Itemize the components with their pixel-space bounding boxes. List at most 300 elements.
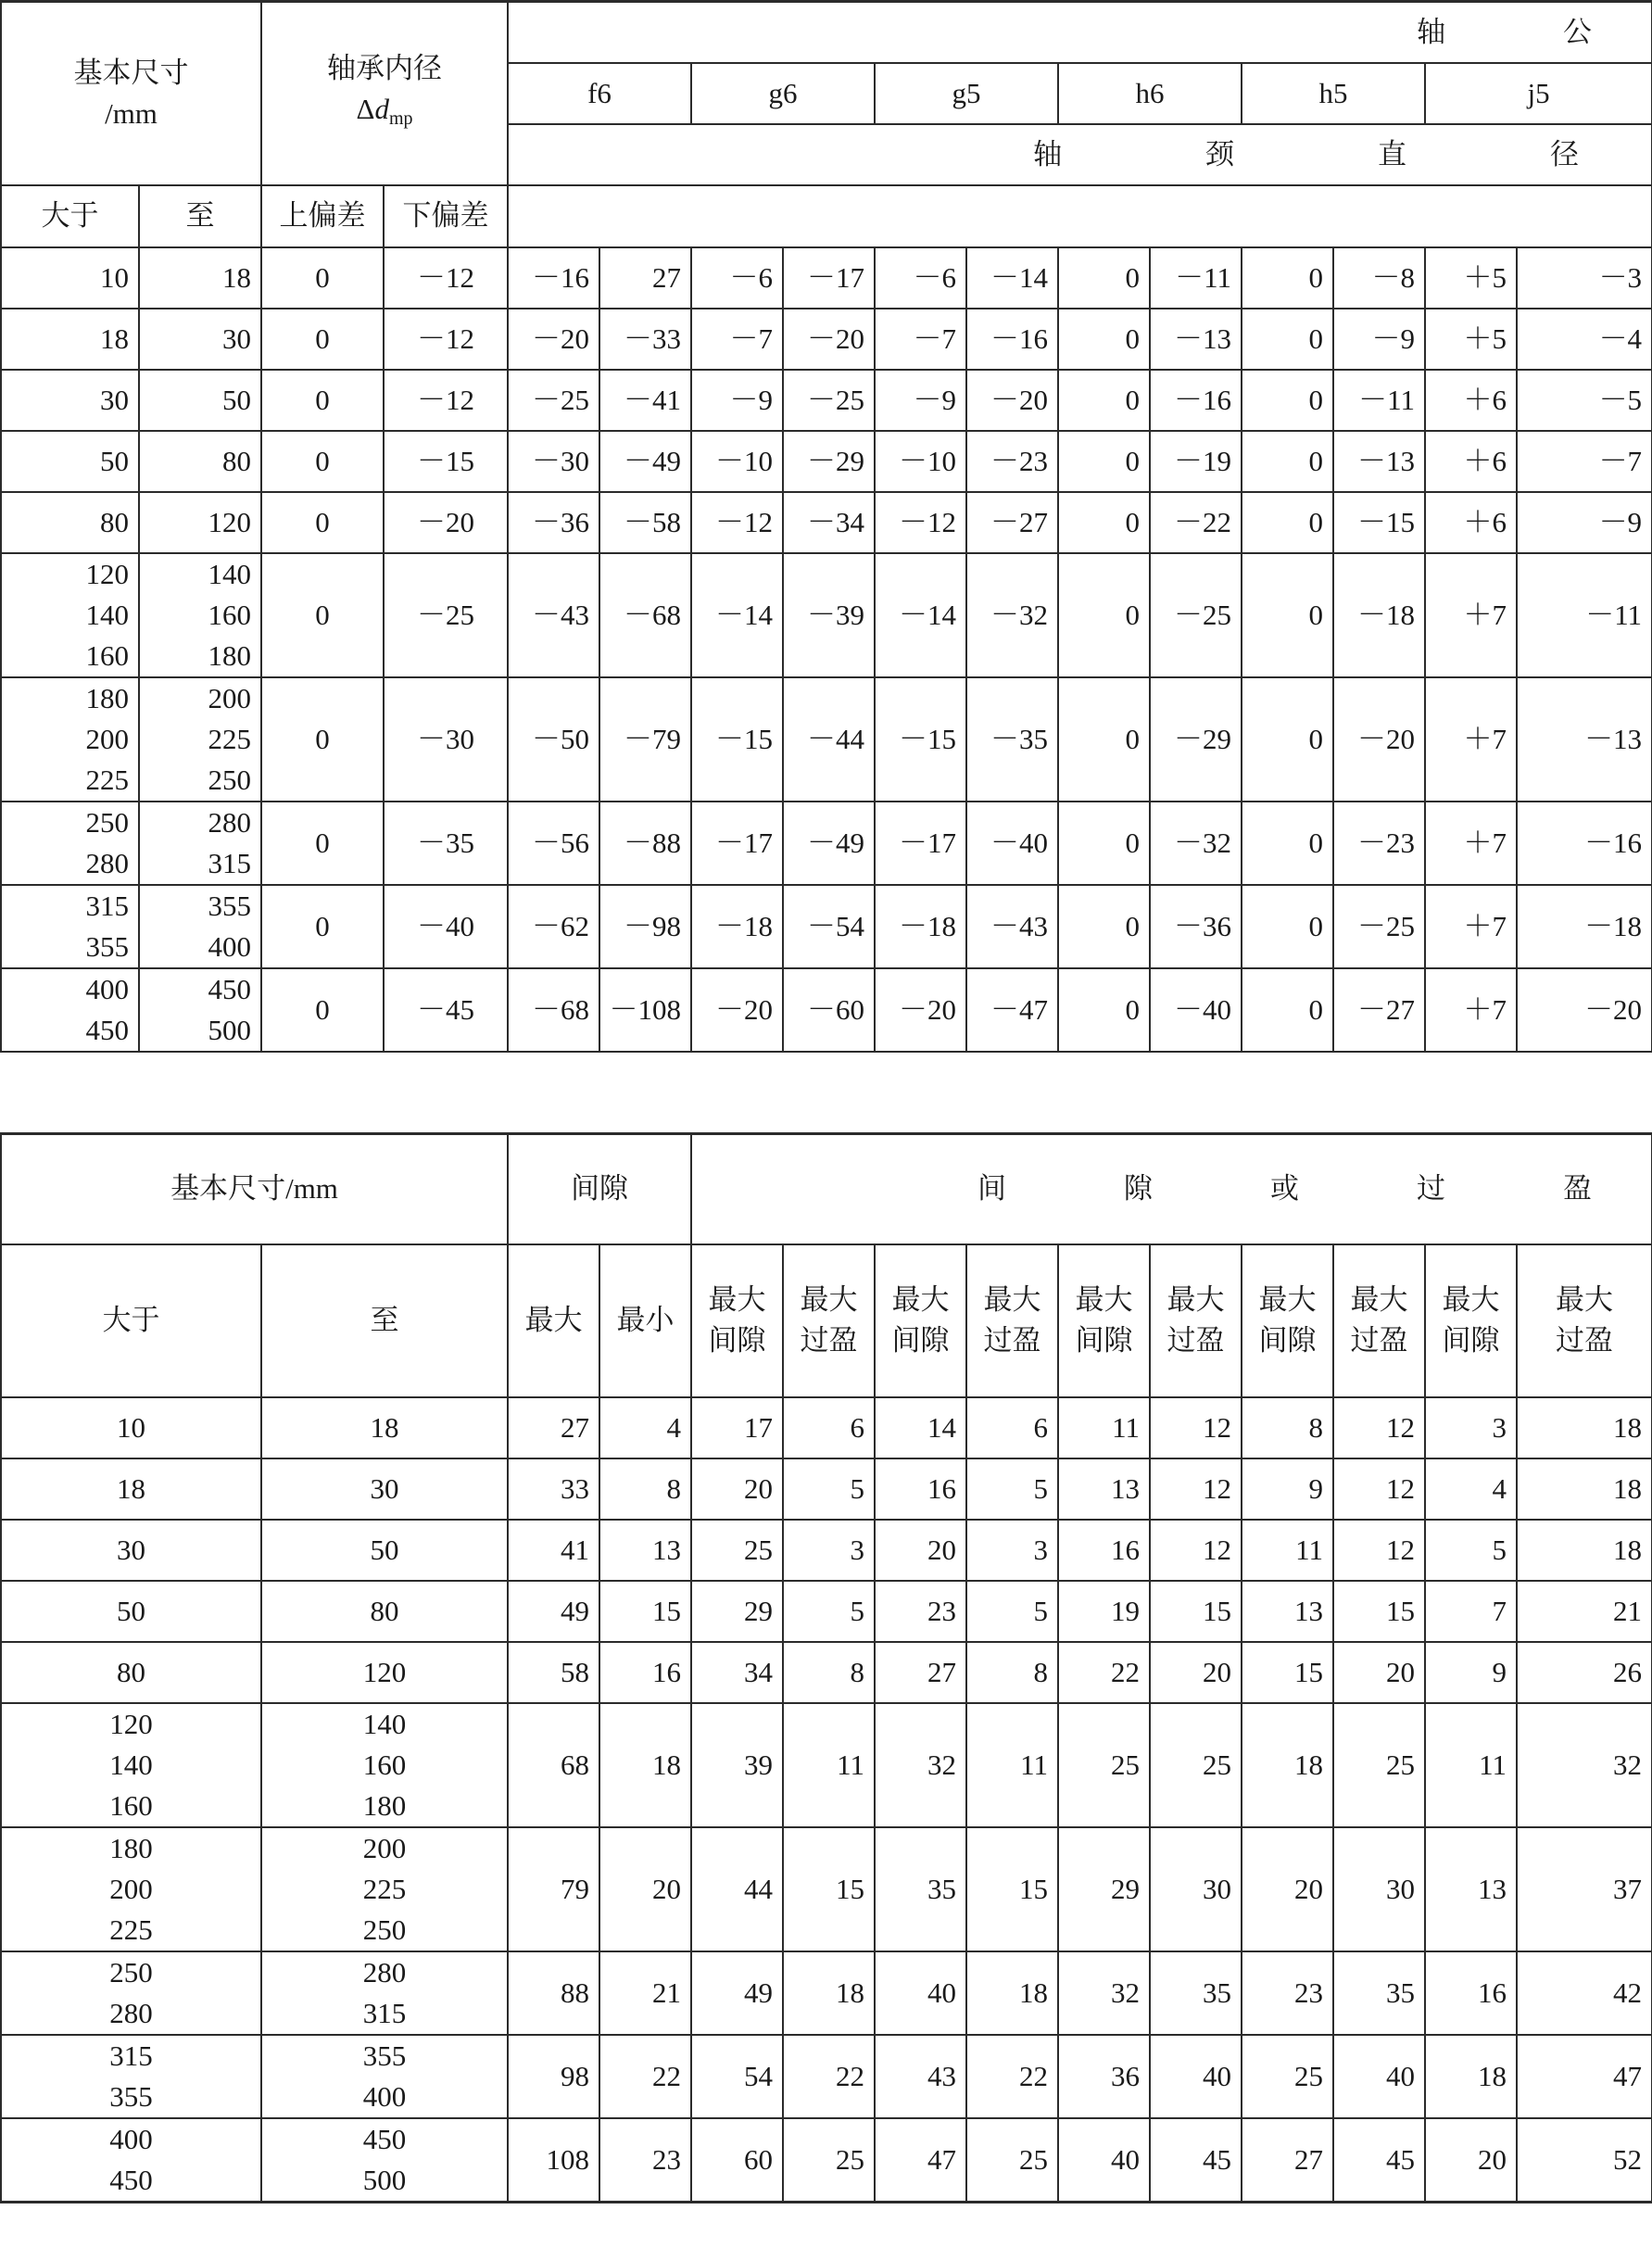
value-cell: 33	[508, 1458, 599, 1520]
table-row	[1, 1397, 1652, 1458]
value-cell: 15	[599, 1581, 691, 1642]
value-cell: －7	[691, 309, 783, 370]
value-cell: 0	[1242, 309, 1333, 370]
value-cell: －18	[691, 885, 783, 968]
value-cell: －9	[691, 370, 783, 431]
value-cell: 18	[1517, 1458, 1652, 1520]
max-interference-header: 最大过盈	[1517, 1244, 1652, 1397]
value-cell: －62	[508, 885, 599, 968]
size-to-line: 140	[362, 1707, 407, 1740]
value-cell: －25	[508, 370, 599, 431]
value-cell: 0	[1242, 968, 1333, 1052]
value-cell: －56	[508, 802, 599, 885]
size-from-line: 140	[109, 1748, 153, 1781]
value-cell: －98	[599, 885, 691, 968]
value-cell: 0	[1058, 553, 1150, 677]
size-from	[1, 370, 139, 431]
value-cell: ＋7	[1425, 677, 1517, 802]
value-cell: 32	[1058, 1951, 1150, 2035]
top-table-body	[1, 247, 1652, 1052]
size-to	[261, 1458, 508, 1520]
shaft-tolerance-header: 轴 公	[508, 2, 1652, 63]
size-to	[139, 431, 261, 492]
max-interference-header: 最大过盈	[783, 1244, 875, 1397]
value-cell: －108	[599, 968, 691, 1052]
value-cell: 8	[1242, 1397, 1333, 1458]
value-cell: －23	[966, 431, 1058, 492]
value-cell: －10	[875, 431, 966, 492]
size-from-line: 450	[109, 2163, 153, 2196]
value-cell: 20	[599, 1827, 691, 1951]
value-cell: 5	[966, 1581, 1058, 1642]
value-cell: －27	[1333, 968, 1425, 1052]
value-cell: 20	[875, 1520, 966, 1581]
value-cell: 29	[691, 1581, 783, 1642]
value-cell: －35	[966, 677, 1058, 802]
size-from	[1, 492, 139, 553]
max-clearance-header: 最大间隙	[1058, 1244, 1150, 1397]
value-cell: 0	[261, 370, 384, 431]
size-from	[1, 431, 139, 492]
value-cell: －27	[966, 492, 1058, 553]
size-from	[1, 553, 139, 677]
value-cell: 27	[1242, 2118, 1333, 2203]
value-cell: －30	[508, 431, 599, 492]
value-cell: －15	[691, 677, 783, 802]
value-cell: 39	[691, 1703, 783, 1827]
value-cell: 3	[966, 1520, 1058, 1581]
basic-size-label: 基本尺寸	[73, 56, 189, 89]
value-cell: －14	[691, 553, 783, 677]
table-row	[1, 885, 1652, 968]
table-row	[1, 677, 1652, 802]
size-to-line: 18	[370, 1410, 399, 1444]
value-cell: －20	[783, 309, 875, 370]
value-cell: 0	[261, 802, 384, 885]
size-to	[261, 2035, 508, 2118]
value-cell: －18	[1517, 885, 1652, 968]
size-from-line: 200	[109, 1872, 153, 1905]
size-from	[1, 1642, 261, 1703]
value-cell: －19	[1150, 431, 1242, 492]
value-cell: －9	[1333, 309, 1425, 370]
value-cell: 0	[1058, 677, 1150, 802]
value-cell: 49	[691, 1951, 783, 2035]
value-cell: 19	[1058, 1581, 1150, 1642]
value-cell: 12	[1150, 1458, 1242, 1520]
table-row	[1, 247, 1652, 309]
value-cell: －43	[966, 885, 1058, 968]
size-to-line: 225	[362, 1872, 407, 1905]
size-from-line: 280	[109, 1996, 153, 2029]
value-cell: 98	[508, 2035, 599, 2118]
size-to-line: 180	[362, 1788, 407, 1822]
table-row	[1, 553, 1652, 677]
size-from	[1, 1458, 261, 1520]
value-cell: －88	[599, 802, 691, 885]
value-cell: 25	[1333, 1703, 1425, 1827]
value-cell: 35	[1150, 1951, 1242, 2035]
value-cell: 12	[1333, 1458, 1425, 1520]
size-to-line: 200	[362, 1831, 407, 1864]
value-cell: －20	[691, 968, 783, 1052]
value-cell: 30	[1150, 1827, 1242, 1951]
value-cell: 0	[1242, 431, 1333, 492]
size-from	[1, 968, 139, 1052]
value-cell: 11	[783, 1703, 875, 1827]
value-cell: －12	[691, 492, 783, 553]
value-cell: －3	[1517, 247, 1652, 309]
value-cell: －7	[1517, 431, 1652, 492]
max-clearance-header: 最大间隙	[1425, 1244, 1517, 1397]
table-row	[1, 2118, 1652, 2203]
size-from-line: 80	[100, 505, 129, 538]
size-to-line: 400	[208, 929, 251, 963]
value-cell: －41	[599, 370, 691, 431]
journal-diameter-header: 轴 颈 直 径	[508, 124, 1652, 185]
bottom-table-body	[1, 1397, 1652, 2203]
size-to-line: 80	[222, 444, 251, 477]
value-cell: －20	[384, 492, 508, 553]
value-cell: 20	[1242, 1827, 1333, 1951]
value-cell: 0	[1242, 553, 1333, 677]
size-to	[261, 1951, 508, 2035]
value-cell: 7	[1425, 1581, 1517, 1642]
value-cell: 40	[875, 1951, 966, 2035]
fit-clearance-table	[0, 1132, 1652, 2203]
value-cell: ＋7	[1425, 968, 1517, 1052]
size-from	[1, 1520, 261, 1581]
table-row	[1, 492, 1652, 553]
value-cell: 0	[1242, 885, 1333, 968]
value-cell: －40	[384, 885, 508, 968]
value-cell: －40	[966, 802, 1058, 885]
size-from-line: 180	[85, 681, 129, 714]
value-cell: 68	[508, 1703, 599, 1827]
min-header: 最小	[599, 1244, 691, 1397]
value-cell: 22	[966, 2035, 1058, 2118]
size-to-line: 355	[362, 2039, 407, 2072]
value-cell: 20	[1425, 2118, 1517, 2203]
value-cell: 3	[1425, 1397, 1517, 1458]
value-cell: 14	[875, 1397, 966, 1458]
size-from	[1, 677, 139, 802]
size-from	[1, 2035, 261, 2118]
value-cell: 21	[599, 1951, 691, 2035]
value-cell: －30	[384, 677, 508, 802]
value-cell: 29	[1058, 1827, 1150, 1951]
value-cell: －44	[783, 677, 875, 802]
clearance-or-interference-header: 间 隙 或 过 盈	[691, 1134, 1652, 1244]
value-cell: 22	[599, 2035, 691, 2118]
value-cell: 12	[1150, 1397, 1242, 1458]
value-cell: 40	[1058, 2118, 1150, 2203]
value-cell: 58	[508, 1642, 599, 1703]
value-cell: －15	[875, 677, 966, 802]
value-cell: －36	[508, 492, 599, 553]
size-to-line: 140	[208, 557, 251, 590]
size-from	[1, 1827, 261, 1951]
size-from-line: 400	[85, 972, 129, 1005]
shaft-tolerance-table	[0, 0, 1652, 1053]
value-cell: －15	[1333, 492, 1425, 553]
value-cell: 25	[1058, 1703, 1150, 1827]
value-cell: 15	[966, 1827, 1058, 1951]
size-from	[1, 309, 139, 370]
size-to	[139, 677, 261, 802]
size-to	[139, 802, 261, 885]
size-from-line: 225	[85, 763, 129, 796]
value-cell: 8	[783, 1642, 875, 1703]
size-to	[261, 1642, 508, 1703]
size-from-line: 355	[85, 929, 129, 963]
max-interference-header: 最大过盈	[966, 1244, 1058, 1397]
value-cell: －17	[875, 802, 966, 885]
value-cell: 17	[691, 1397, 783, 1458]
value-cell: 11	[1242, 1520, 1333, 1581]
size-to-line: 450	[208, 972, 251, 1005]
size-to-line: 315	[208, 846, 251, 879]
value-cell: 34	[691, 1642, 783, 1703]
value-cell: 16	[875, 1458, 966, 1520]
value-cell: －10	[691, 431, 783, 492]
size-from	[1, 1581, 261, 1642]
empty-header-cell	[508, 185, 1652, 247]
value-cell: 21	[1517, 1581, 1652, 1642]
value-cell: 6	[783, 1397, 875, 1458]
value-cell: －47	[966, 968, 1058, 1052]
value-cell: －49	[783, 802, 875, 885]
size-to-line: 50	[370, 1533, 399, 1566]
size-to	[261, 1581, 508, 1642]
bore-label: 轴承内径	[327, 51, 442, 84]
table-row	[1, 802, 1652, 885]
value-cell: 0	[1058, 247, 1150, 309]
grade-h5: h5	[1242, 63, 1425, 124]
value-cell: －45	[384, 968, 508, 1052]
value-cell: 5	[783, 1458, 875, 1520]
value-cell: 9	[1425, 1642, 1517, 1703]
value-cell: －12	[875, 492, 966, 553]
value-cell: 0	[1058, 492, 1150, 553]
value-cell: －20	[1517, 968, 1652, 1052]
value-cell: 0	[261, 968, 384, 1052]
table-row	[1, 1703, 1652, 1827]
value-cell: －40	[1150, 968, 1242, 1052]
size-to	[139, 885, 261, 968]
value-cell: －7	[875, 309, 966, 370]
value-cell: 32	[1517, 1703, 1652, 1827]
value-cell: 0	[1058, 431, 1150, 492]
value-cell: 20	[1150, 1642, 1242, 1703]
size-to	[261, 1397, 508, 1458]
value-cell: 13	[599, 1520, 691, 1581]
value-cell: 12	[1333, 1520, 1425, 1581]
value-cell: 6	[966, 1397, 1058, 1458]
value-cell: －16	[1517, 802, 1652, 885]
value-cell: 15	[1150, 1581, 1242, 1642]
size-to	[139, 553, 261, 677]
size-from-line: 225	[109, 1913, 153, 1946]
size-to-line: 200	[208, 681, 251, 714]
value-cell: －16	[1150, 370, 1242, 431]
value-cell: 27	[875, 1642, 966, 1703]
size-to-line: 18	[222, 260, 251, 294]
value-cell: 40	[1333, 2035, 1425, 2118]
value-cell: 0	[261, 309, 384, 370]
value-cell: －49	[599, 431, 691, 492]
value-cell: －6	[875, 247, 966, 309]
value-cell: －11	[1333, 370, 1425, 431]
value-cell: 26	[1517, 1642, 1652, 1703]
size-from	[1, 247, 139, 309]
value-cell: 27	[508, 1397, 599, 1458]
size-to-line: 50	[222, 383, 251, 416]
from-header: 大于	[1, 185, 139, 247]
value-cell: 13	[1058, 1458, 1150, 1520]
basic-size-header-2: 基本尺寸/mm	[1, 1134, 508, 1244]
value-cell: －50	[508, 677, 599, 802]
size-from-line: 120	[109, 1707, 153, 1740]
value-cell: 15	[1242, 1642, 1333, 1703]
value-cell: 22	[1058, 1642, 1150, 1703]
value-cell: 45	[1333, 2118, 1425, 2203]
value-cell: 41	[508, 1520, 599, 1581]
value-cell: －6	[691, 247, 783, 309]
lower-dev-header: 下偏差	[384, 185, 508, 247]
size-from	[1, 885, 139, 968]
size-to-line: 120	[208, 505, 251, 538]
value-cell: 3	[783, 1520, 875, 1581]
value-cell: －12	[384, 309, 508, 370]
size-to-line: 450	[362, 2122, 407, 2155]
value-cell: ＋7	[1425, 553, 1517, 677]
value-cell: －13	[1517, 677, 1652, 802]
value-cell: －32	[1150, 802, 1242, 885]
size-from-line: 30	[100, 383, 129, 416]
value-cell: －23	[1333, 802, 1425, 885]
size-to	[261, 1827, 508, 1951]
value-cell: 108	[508, 2118, 599, 2203]
value-cell: 23	[875, 1581, 966, 1642]
grade-h6: h6	[1058, 63, 1242, 124]
value-cell: 20	[1333, 1642, 1425, 1703]
size-from-line: 50	[117, 1594, 145, 1627]
value-cell: 49	[508, 1581, 599, 1642]
size-to	[139, 968, 261, 1052]
value-cell: －9	[875, 370, 966, 431]
value-cell: 25	[966, 2118, 1058, 2203]
value-cell: 52	[1517, 2118, 1652, 2203]
value-cell: 35	[875, 1827, 966, 1951]
value-cell: 0	[261, 553, 384, 677]
value-cell: －22	[1150, 492, 1242, 553]
size-from-line: 120	[85, 557, 129, 590]
value-cell: 0	[1242, 247, 1333, 309]
value-cell: 18	[783, 1951, 875, 2035]
size-to	[261, 1520, 508, 1581]
value-cell: 0	[1242, 492, 1333, 553]
value-cell: －20	[875, 968, 966, 1052]
value-cell: －25	[1333, 885, 1425, 968]
value-cell: 0	[1242, 802, 1333, 885]
value-cell: 44	[691, 1827, 783, 1951]
size-from-line: 160	[109, 1788, 153, 1822]
value-cell: －29	[1150, 677, 1242, 802]
value-cell: 43	[875, 2035, 966, 2118]
value-cell: －20	[508, 309, 599, 370]
size-from-line: 355	[109, 2079, 153, 2113]
size-from-line: 30	[117, 1533, 145, 1566]
value-cell: 16	[1425, 1951, 1517, 2035]
value-cell: 0	[261, 677, 384, 802]
size-to-line: 30	[222, 322, 251, 355]
value-cell: 54	[691, 2035, 783, 2118]
value-cell: 32	[875, 1703, 966, 1827]
from-header-2: 大于	[1, 1244, 261, 1397]
value-cell: 22	[783, 2035, 875, 2118]
table-row	[1, 1827, 1652, 1951]
value-cell: 47	[1517, 2035, 1652, 2118]
value-cell: －17	[783, 247, 875, 309]
size-to	[139, 492, 261, 553]
value-cell: －34	[783, 492, 875, 553]
value-cell: －36	[1150, 885, 1242, 968]
table-row	[1, 431, 1652, 492]
value-cell: ＋6	[1425, 370, 1517, 431]
clearance-header: 间隙	[508, 1134, 691, 1244]
value-cell: 13	[1242, 1581, 1333, 1642]
value-cell: －25	[783, 370, 875, 431]
value-cell: －32	[966, 553, 1058, 677]
value-cell: 25	[783, 2118, 875, 2203]
value-cell: －8	[1333, 247, 1425, 309]
value-cell: 79	[508, 1827, 599, 1951]
value-cell: ＋5	[1425, 247, 1517, 309]
max-interference-header: 最大过盈	[1333, 1244, 1425, 1397]
value-cell: －79	[599, 677, 691, 802]
upper-dev-header: 上偏差	[261, 185, 384, 247]
bore-header	[261, 2, 508, 185]
value-cell: －43	[508, 553, 599, 677]
value-cell: －68	[599, 553, 691, 677]
size-from-line: 315	[109, 2039, 153, 2072]
table-row	[1, 2035, 1652, 2118]
value-cell: 37	[1517, 1827, 1652, 1951]
value-cell: －18	[1333, 553, 1425, 677]
value-cell: 27	[599, 247, 691, 309]
value-cell: 0	[1058, 309, 1150, 370]
value-cell: －18	[875, 885, 966, 968]
grade-g5: g5	[875, 63, 1058, 124]
value-cell: ＋6	[1425, 492, 1517, 553]
value-cell: ＋7	[1425, 802, 1517, 885]
size-from-line: 160	[85, 638, 129, 672]
value-cell: 0	[261, 431, 384, 492]
basic-size-header	[1, 2, 261, 185]
value-cell: 60	[691, 2118, 783, 2203]
size-from-line: 315	[85, 889, 129, 922]
size-to-line: 500	[362, 2163, 407, 2196]
value-cell: 23	[1242, 1951, 1333, 2035]
size-to-line: 400	[362, 2079, 407, 2113]
value-cell: －58	[599, 492, 691, 553]
value-cell: －15	[384, 431, 508, 492]
size-from-line: 18	[117, 1471, 145, 1505]
basic-size-unit: /mm	[105, 96, 158, 130]
value-cell: 18	[1517, 1397, 1652, 1458]
value-cell: 0	[1058, 968, 1150, 1052]
